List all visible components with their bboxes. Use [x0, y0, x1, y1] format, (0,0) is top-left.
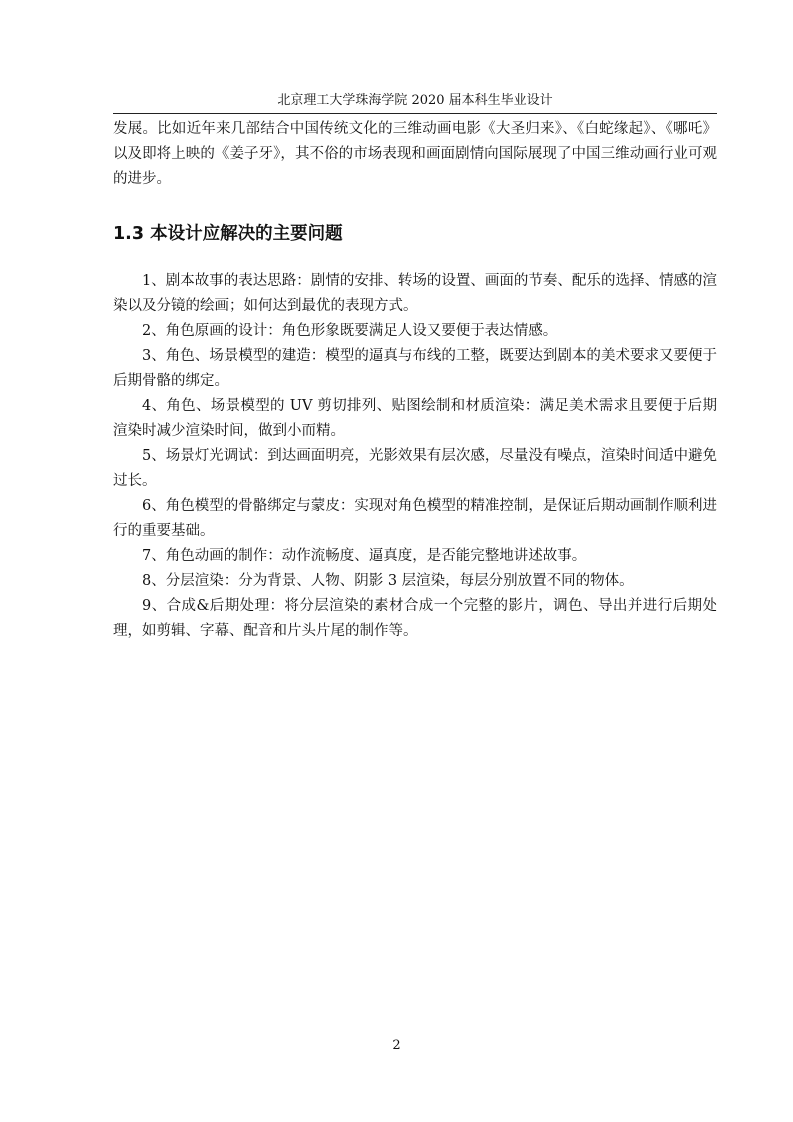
section-heading: 1.3 本设计应解决的主要问题: [113, 224, 343, 244]
header-rule: [113, 113, 717, 114]
list-item: 5、场景灯光调试：到达画面明亮，光影效果有层次感，尽量没有噪点，渲染时间适中避免过长。: [113, 448, 717, 489]
list-item: 9、合成&后期处理：将分层渲染的素材合成一个完整的影片，调色、导出并进行后期处理，如剪辑、字幕、配音和片头片尾的制作等。: [113, 598, 717, 639]
page-content: [113, 117, 717, 644]
problem-list: [113, 269, 717, 644]
list-item: 2、角色原画的设计：角色形象既要满足人设又要便于表达情感。: [142, 323, 558, 339]
list-item: 6、角色模型的骨骼绑定与蒙皮：实现对角色模型的精准控制，是保证后期动画制作顺利进行的重要基础。: [113, 498, 717, 539]
list-item: 7、角色动画的制作：动作流畅度、逼真度，是否能完整地讲述故事。: [142, 548, 587, 564]
list-item: 3、角色、场景模型的建造：模型的逼真与布线的工整，既要达到剧本的美术要求又要便于后期骨骼的绑定。: [113, 348, 717, 389]
list-item: 8、分层渲染：分为背景、人物、阴影 3 层渲染，每层分别放置不同的物体。: [142, 573, 634, 589]
list-item: 4、角色、场景模型的 UV 剪切排列、贴图绘制和材质渲染：满足美术需求且要便于后期渲染时减少渲染时间，做到小而精。: [113, 398, 717, 439]
running-header: 北京理工大学珠海学院 2020 届本科生毕业设计: [277, 93, 553, 108]
page-number: 2: [392, 1038, 401, 1053]
list-item: 1、剧本故事的表达思路：剧情的安排、转场的设置、画面的节奏、配乐的选择、情感的渲染以及分镜的绘画；如何达到最优的表现方式。: [113, 273, 717, 314]
intro-paragraph: 发展。比如近年来几部结合中国传统文化的三维动画电影《大圣归来》、《白蛇缘起》、《哪吒》以及即将上映的《姜子牙》，其不俗的市场表现和画面剧情向国际展现了中国三维动画行业可观的进步。: [113, 121, 717, 187]
